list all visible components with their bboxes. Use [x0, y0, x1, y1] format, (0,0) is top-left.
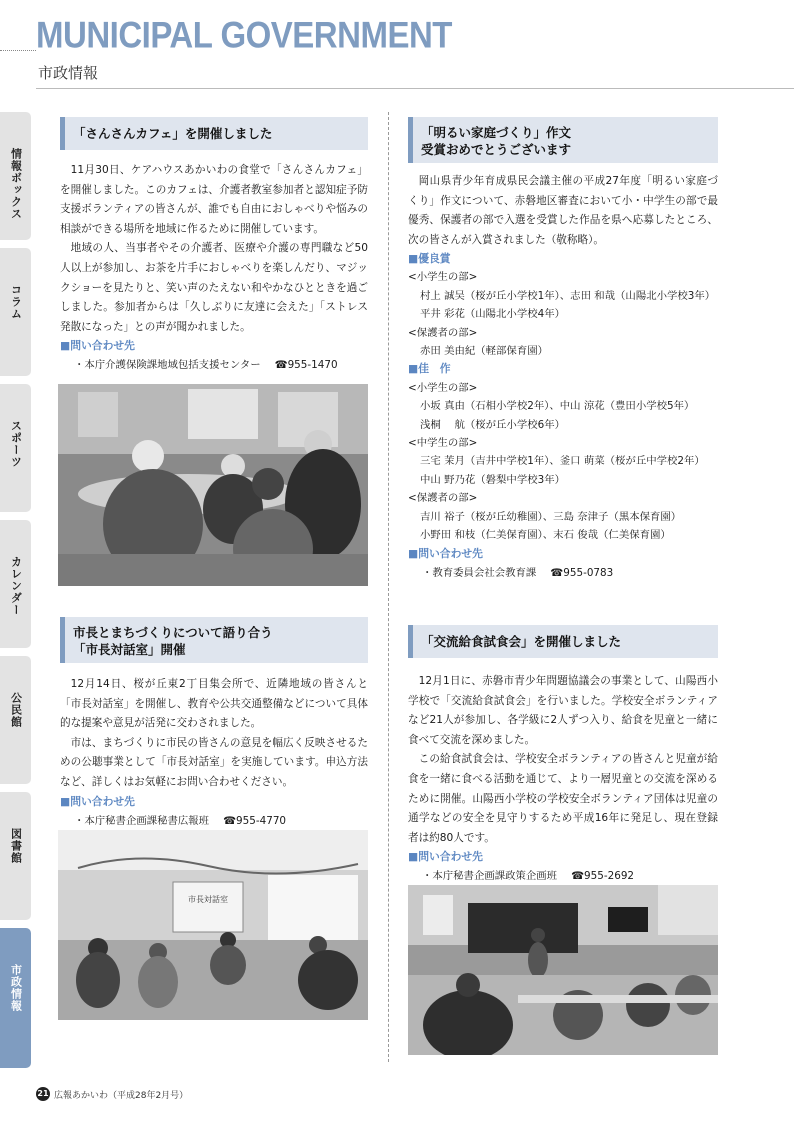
- contact-heading: ■ 問い合わせ先: [60, 793, 368, 811]
- tab-community-center[interactable]: [0, 656, 31, 784]
- article-title-line: 「市長対話室」開催: [73, 642, 186, 657]
- contact-phone: ☎955-1470: [274, 359, 338, 372]
- contact-heading: ■ 問い合わせ先: [408, 545, 718, 563]
- tab-library[interactable]: [0, 792, 31, 920]
- contact-info: [408, 866, 718, 886]
- award-winner: 吉川 裕子（桜が丘幼稚園）、三島 奈津子（黒本保育園）: [420, 510, 682, 523]
- tab-sports[interactable]: [0, 384, 31, 512]
- article-paragraph: 11月30日、ケアハウスあかいわの食堂で「さんさんカフェ」を開催しました。このカフェは、介護者教室参加者と認知症予防支援ボランティアの皆さんが、誰でも自由におしゃべりや悩みの相談ができる場所を地域に作るために開催しています。: [60, 164, 368, 235]
- tab-label: スポーツ: [9, 420, 23, 468]
- article-paragraph: 岡山県青少年育成県民会議主催の平成27年度「明るい家庭づくり」作文について、赤磐地区審査において小・中学生の部で最優秀、保護者の部で入選を受賞した作品を県へ応募したところ、次の皆さんが入賞されました（敬称略）。: [408, 175, 718, 246]
- article-title: [60, 617, 368, 663]
- award-winner: 小坂 真由（石相小学校2年）、中山 涼花（豊田小学校5年）: [420, 400, 695, 413]
- article-body: [408, 672, 718, 848]
- article-title-line: 「明るい家庭づくり」作文: [421, 125, 572, 140]
- award-category: <小学生の部>: [408, 271, 478, 284]
- contact-phone: ☎955-0783: [550, 566, 614, 579]
- contact-info: [60, 355, 368, 375]
- article-paragraph: この給食試食会は、学校安全ボランティアの皆さんと児童が給食を一緒に食べる活動を通じて、より一層児童との交流を深めるために開催。山陽西小学校の学校安全ボランティア団体は児童の通学などの安全を見守りするため平成16年に発足し、現在登録者は約80人です。: [408, 753, 718, 844]
- photo-mayor-meeting: [58, 830, 368, 1020]
- page-number: 21: [36, 1087, 50, 1101]
- tab-label: 情報ボックス: [9, 148, 23, 220]
- tab-label: 図書館: [9, 828, 23, 864]
- article-title: [408, 117, 718, 163]
- column-divider: [388, 112, 389, 1062]
- article-paragraph: 12月1日に、赤磐市青少年問題協議会の事業として、山陽西小学校で「交流給食試食会」を行いました。学校安全ボランティアなど21人が参加し、各学級に2人ずつ入り、給食を児童と一緒に食べて交流を深めました。: [408, 675, 718, 746]
- tab-label: コラム: [9, 284, 23, 320]
- article-paragraph: 地域の人、当事者やその介護者、医療や介護の専門職など50人以上が参加し、お茶を片手におしゃべりを楽しんだり、マジックショーを見たりと、笑い声のたえない和やかなひとときを過ごしました。参加者からは「久しぶりに友達に会えた」「ストレス発散になった」との声が聞かれました。: [60, 242, 368, 333]
- photo-school-lunch: [408, 885, 718, 1055]
- header-dotted-line: [0, 50, 36, 51]
- tab-municipal-info[interactable]: [0, 928, 31, 1068]
- contact-office: ・本庁介護保険課地域包括支援センター: [74, 359, 261, 372]
- tab-column[interactable]: [0, 248, 31, 376]
- contact-phone: ☎955-4770: [223, 814, 287, 827]
- article-title: 「さんさんカフェ」を開催しました: [60, 117, 368, 150]
- article-paragraph: 市は、まちづくりに市民の皆さんの意見を幅広く反映させるための公聴事業として「市長対話室」を実施しています。申込方法など、詳しくはお気軽にお問い合わせください。: [60, 736, 368, 788]
- award-category: <小学生の部>: [408, 381, 478, 394]
- contact-info: [408, 563, 718, 583]
- award-winner: 三宅 茉月（吉井中学校1年）、釜口 萌菜（桜が丘中学校2年）: [420, 455, 705, 468]
- award-winner: 中山 野乃花（磐梨中学校3年）: [420, 473, 565, 486]
- award-heading: ■ 優良賞: [408, 250, 718, 268]
- award-category: <保護者の部>: [408, 492, 478, 505]
- article-title-line: 市長とまちづくりについて語り合う: [73, 625, 273, 640]
- award-winner: 浅桐 航（桜が丘小学校6年）: [420, 418, 565, 431]
- article-sansan-cafe: [60, 117, 368, 375]
- award-winner: 平井 彩花（山陽北小学校4年）: [420, 308, 565, 321]
- article-mayor-dialogue: [60, 617, 368, 831]
- contact-info: [60, 811, 368, 831]
- page-section-subtitle: 市政情報: [38, 64, 99, 82]
- contact-office: ・本庁秘書企画課秘書広報班: [74, 814, 210, 827]
- contact-office: ・教育委員会社会教育課: [422, 566, 537, 579]
- article-body: [60, 675, 368, 793]
- article-body: [60, 161, 368, 337]
- photo-cafe-gathering: [58, 384, 368, 586]
- photo-sign-text: 市長対話室: [188, 895, 228, 904]
- contact-office: ・本庁秘書企画課政策企画班: [422, 870, 558, 883]
- article-paragraph: 12月14日、桜が丘東2丁目集会所で、近隣地域の皆さんと「市長対話室」を開催し、教育や公共交通整備などについて具体的な提案や意見が活発に交わされました。: [60, 678, 368, 730]
- page-footer: [36, 1087, 188, 1101]
- contact-heading: ■ 問い合わせ先: [60, 337, 368, 355]
- tab-label: カレンダー: [9, 556, 23, 616]
- award-heading: ■ 佳 作: [408, 360, 718, 378]
- page-section-title: MUNICIPAL GOVERNMENT: [36, 14, 452, 56]
- tab-label: 市政情報: [9, 964, 23, 1012]
- award-winner: 赤田 美由紀（軽部保育園）: [420, 345, 548, 358]
- contact-heading: ■ 問い合わせ先: [408, 848, 718, 866]
- publication-name: 広報あかいわ（平成28年2月号）: [54, 1090, 189, 1101]
- tab-label: 公民館: [9, 692, 23, 728]
- article-school-lunch: [408, 625, 718, 886]
- award-category: <保護者の部>: [408, 326, 478, 339]
- award-category: <中学生の部>: [408, 437, 478, 450]
- award-winner: 村上 誠吴（桜が丘小学校1年）、志田 和哉（山陽北小学校3年）: [420, 289, 716, 302]
- article-body: [408, 172, 718, 250]
- contact-phone: ☎955-2692: [571, 870, 635, 883]
- article-title: 「交流給食試食会」を開催しました: [408, 625, 718, 658]
- header-rule: [36, 88, 794, 89]
- tab-calendar[interactable]: [0, 520, 31, 648]
- tab-info-box[interactable]: [0, 112, 31, 240]
- award-winner: 小野田 和枝（仁美保育園）、末石 俊哉（仁美保育園）: [420, 529, 671, 542]
- article-title-line: 受賞おめでとうございます: [421, 142, 572, 157]
- article-essay-awards: [408, 117, 718, 583]
